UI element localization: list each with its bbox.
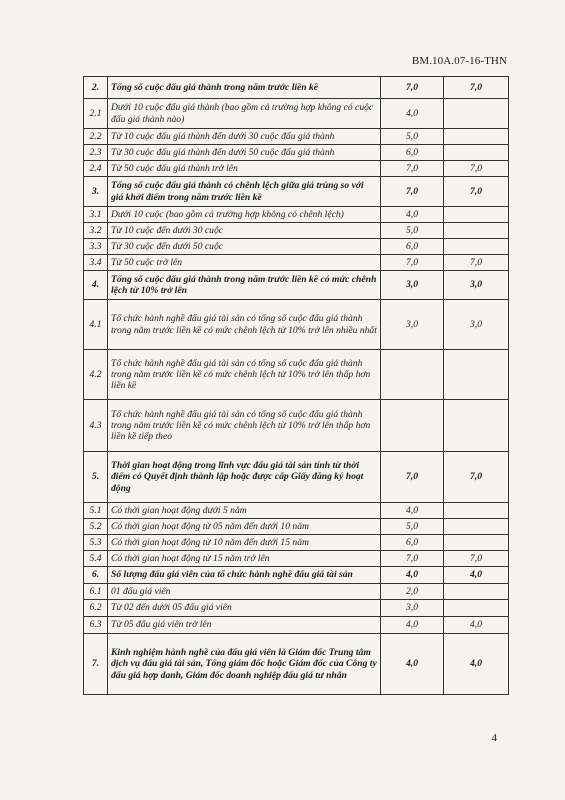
criteria-item-row [84,239,509,255]
criteria-index-cell: 2. [84,77,108,99]
criteria-self-score-cell [444,503,509,519]
criteria-self-score-cell: 7,0 [444,161,509,177]
criteria-description-cell: Tổng số cuộc đấu giá thành trong năm trước liền kề [108,77,381,99]
criteria-max-score-cell: 4,0 [381,617,444,634]
criteria-section-row [84,177,509,207]
criteria-max-score-cell: 4,0 [381,207,444,223]
criteria-description-cell: Có thời gian hoạt động từ 10 năm đến dưới 15 năm [108,535,381,551]
criteria-index-cell: 4.2 [84,350,108,400]
criteria-item-row [84,503,509,519]
criteria-description-cell: Tổ chức hành nghề đấu giá tài sản có tổng số cuộc đấu giá thành trong năm trước liền kề có mức chênh lệch từ 10% trở lên thấp hơn liền kề [108,350,381,400]
criteria-item-row [84,99,509,129]
criteria-description-cell: Kinh nghiệm hành nghề của đấu giá viên là Giám đốc Trung tâm dịch vụ đấu giá tài sản, Tổng giám đốc hoặc Giám đốc của Công ty đấu giá hợp danh, Giám đốc doanh nghiệp đấu giá tư nhân [108,634,381,695]
criteria-description-cell: 01 đấu giá viên [108,584,381,600]
criteria-self-score-cell: 4,0 [444,634,509,695]
criteria-index-cell: 7. [84,634,108,695]
criteria-item-row [84,255,509,271]
criteria-self-score-cell [444,99,509,129]
criteria-self-score-cell [444,129,509,145]
criteria-index-cell: 3.4 [84,255,108,271]
criteria-index-cell: 3.2 [84,223,108,239]
criteria-description-cell: Từ 30 cuộc đấu giá thành đến dưới 50 cuộc đấu giá thành [108,145,381,161]
criteria-max-score-cell: 7,0 [381,452,444,503]
criteria-index-cell: 4. [84,271,108,300]
criteria-max-score-cell: 5,0 [381,129,444,145]
criteria-index-cell: 4.1 [84,300,108,350]
criteria-max-score-cell: 7,0 [381,77,444,99]
criteria-max-score-cell [381,350,444,400]
criteria-max-score-cell: 6,0 [381,239,444,255]
criteria-index-cell: 3.1 [84,207,108,223]
criteria-item-row [84,600,509,617]
criteria-self-score-cell: 4,0 [444,567,509,584]
criteria-item-row [84,207,509,223]
criteria-max-score-cell [381,400,444,452]
criteria-section-row [84,634,509,695]
criteria-self-score-cell [444,519,509,535]
criteria-self-score-cell: 7,0 [444,255,509,271]
criteria-index-cell: 2.3 [84,145,108,161]
criteria-description-cell: Tổ chức hành nghề đấu giá tài sản có tổng số cuộc đấu giá thành trong năm trước liền kề có mức chênh lệch từ 10% trở lên thấp hơn liền kề tiếp theo [108,400,381,452]
criteria-item-row [84,535,509,551]
criteria-section-row [84,77,509,99]
criteria-item-row [84,400,509,452]
criteria-index-cell: 2.4 [84,161,108,177]
criteria-max-score-cell: 7,0 [381,551,444,567]
criteria-description-cell: Tổ chức hành nghề đấu giá tài sản có tổng số cuộc đấu giá thành trong năm trước liền kề có mức chênh lệch từ 10% trở lên nhiều nhất [108,300,381,350]
criteria-self-score-cell [444,584,509,600]
criteria-section-row [84,271,509,300]
criteria-index-cell: 5.3 [84,535,108,551]
criteria-self-score-cell: 7,0 [444,77,509,99]
criteria-description-cell: Từ 02 đến dưới 05 đấu giá viên [108,600,381,617]
criteria-index-cell: 2.1 [84,99,108,129]
criteria-item-row [84,617,509,634]
criteria-description-cell: Dưới 10 cuộc đấu giá thành (bao gồm cả trường hợp không có cuộc đấu giá thành nào) [108,99,381,129]
criteria-item-row [84,300,509,350]
criteria-self-score-cell [444,600,509,617]
criteria-item-row [84,350,509,400]
criteria-section-row [84,567,509,584]
criteria-item-row [84,223,509,239]
criteria-index-cell: 3. [84,177,108,207]
criteria-index-cell: 5.4 [84,551,108,567]
criteria-max-score-cell: 7,0 [381,255,444,271]
criteria-max-score-cell: 3,0 [381,300,444,350]
criteria-self-score-cell [444,400,509,452]
criteria-description-cell: Số lượng đấu giá viên của tổ chức hành nghề đấu giá tài sản [108,567,381,584]
criteria-self-score-cell: 3,0 [444,271,509,300]
criteria-description-cell: Có thời gian hoạt động dưới 5 năm [108,503,381,519]
criteria-self-score-cell [444,350,509,400]
criteria-max-score-cell: 6,0 [381,145,444,161]
criteria-self-score-cell [444,145,509,161]
criteria-item-row [84,519,509,535]
criteria-section-row [84,452,509,503]
criteria-description-cell: Từ 50 cuộc trở lên [108,255,381,271]
criteria-item-row [84,129,509,145]
criteria-self-score-cell: 7,0 [444,177,509,207]
criteria-description-cell: Từ 10 cuộc đến dưới 30 cuộc [108,223,381,239]
criteria-index-cell: 3.3 [84,239,108,255]
criteria-self-score-cell [444,207,509,223]
criteria-max-score-cell: 2,0 [381,584,444,600]
criteria-index-cell: 2.2 [84,129,108,145]
criteria-index-cell: 5. [84,452,108,503]
criteria-index-cell: 4.3 [84,400,108,452]
criteria-table-body [84,77,509,695]
criteria-description-cell: Tổng số cuộc đấu giá thành trong năm trước liền kề có mức chênh lệch từ 10% trở lên [108,271,381,300]
criteria-self-score-cell: 3,0 [444,300,509,350]
criteria-self-score-cell: 7,0 [444,452,509,503]
page-number: 4 [491,732,497,744]
criteria-index-cell: 6.2 [84,600,108,617]
criteria-index-cell: 6.1 [84,584,108,600]
criteria-max-score-cell: 6,0 [381,535,444,551]
document-code: BM.10A.07-16-THN [411,55,507,67]
criteria-self-score-cell [444,223,509,239]
criteria-description-cell: Thời gian hoạt động trong lĩnh vực đấu giá tài sản tính từ thời điểm có Quyết định thành lập hoặc được cấp Giấy đăng ký hoạt động [108,452,381,503]
criteria-description-cell: Từ 10 cuộc đấu giá thành đến dưới 30 cuộc đấu giá thành [108,129,381,145]
criteria-table [83,76,509,695]
criteria-description-cell: Dưới 10 cuộc (bao gồm cả trường hợp không có chênh lệch) [108,207,381,223]
criteria-description-cell: Từ 30 cuộc đến dưới 50 cuộc [108,239,381,255]
criteria-max-score-cell: 7,0 [381,161,444,177]
criteria-max-score-cell: 5,0 [381,519,444,535]
criteria-index-cell: 5.1 [84,503,108,519]
criteria-description-cell: Từ 05 đấu giá viên trở lên [108,617,381,634]
criteria-description-cell: Có thời gian hoạt động từ 05 năm đến dưới 10 năm [108,519,381,535]
criteria-self-score-cell [444,239,509,255]
criteria-index-cell: 5.2 [84,519,108,535]
criteria-item-row [84,161,509,177]
criteria-item-row [84,584,509,600]
criteria-index-cell: 6.3 [84,617,108,634]
criteria-max-score-cell: 7,0 [381,177,444,207]
criteria-max-score-cell: 3,0 [381,271,444,300]
criteria-description-cell: Tổng số cuộc đấu giá thành có chênh lệch giữa giá trúng so với giá khởi điểm trong năm trước liền kề [108,177,381,207]
criteria-max-score-cell: 5,0 [381,223,444,239]
criteria-max-score-cell: 4,0 [381,503,444,519]
criteria-max-score-cell: 4,0 [381,99,444,129]
criteria-index-cell: 6. [84,567,108,584]
criteria-max-score-cell: 4,0 [381,634,444,695]
criteria-self-score-cell: 4,0 [444,617,509,634]
criteria-max-score-cell: 3,0 [381,600,444,617]
criteria-item-row [84,551,509,567]
criteria-description-cell: Có thời gian hoạt động từ 15 năm trở lên [108,551,381,567]
criteria-self-score-cell: 7,0 [444,551,509,567]
criteria-item-row [84,145,509,161]
criteria-max-score-cell: 4,0 [381,567,444,584]
criteria-self-score-cell [444,535,509,551]
criteria-description-cell: Từ 50 cuộc đấu giá thành trở lên [108,161,381,177]
